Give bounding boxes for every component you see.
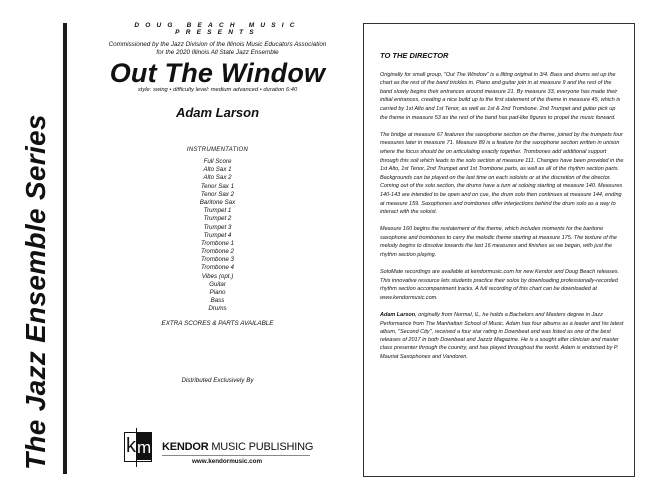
instrument-item: Trumpet 1	[203, 207, 232, 215]
bio-name: Adam Larson	[380, 312, 416, 319]
series-divider	[63, 23, 67, 474]
distribution-note: Distributed Exclusively By	[181, 377, 254, 384]
commission-line-2: for the 2020 Illinois All State Jazz Ensemble	[156, 49, 279, 56]
composer-name: Adam Larson	[175, 105, 260, 120]
publisher-name	[162, 441, 313, 453]
instrument-item: Trombone 4	[201, 264, 234, 272]
instrument-item: Drums	[208, 305, 227, 313]
director-notes-content	[380, 52, 624, 370]
publisher-name-bold: KENDOR	[162, 441, 209, 453]
presents-line: DOUG BEACH MUSIC PRESENTS	[134, 22, 301, 36]
commission-line-1: Commissioned by the Jazz Division of the Illinois Music Educators Association	[108, 41, 327, 48]
bio-text: , originally from Normal, IL, he holds a Bachelors and Masters degree in Jazz Performance from The Manhattan School of Music. Adam has four albums as a leader and his latest album, "Second City", received a four star rating in Downbeat and was listed as one of the best releases of 2017 in both Downbeat and Jazziz Magazine. He is a sought after clinician and master class presenter through the country, and has played throughout the world. Adam is endorsed by P. Mauriat Saxophones and Vandoren.	[380, 312, 624, 360]
logo-m: m	[137, 433, 151, 460]
instrument-item: Trombone 2	[201, 248, 234, 256]
director-notes-box	[363, 23, 635, 477]
instrument-item: Trombone 3	[201, 256, 234, 264]
instrument-item: Vibes (opt.)	[201, 272, 234, 280]
extra-parts-note: EXTRA SCORES & PARTS AVAILABLE	[161, 320, 274, 327]
instrument-item: Full Score	[203, 158, 232, 165]
instrument-item: Trombone 1	[201, 239, 234, 247]
instrument-item: Tenor Sax 2	[200, 190, 235, 198]
piece-details: style: swing • difficulty level: medium advanced • duration 6:40	[137, 87, 298, 93]
instrument-item: Alto Sax 1	[203, 166, 232, 174]
logo-rule	[136, 428, 137, 467]
kendor-logo-icon	[124, 432, 152, 462]
instrument-item: Piano	[209, 289, 226, 296]
instrument-item: Baritone Sax	[199, 198, 236, 206]
instrumentation-list	[95, 158, 340, 314]
logo-k: k	[126, 435, 136, 457]
instrument-item: Trumpet 4	[203, 231, 232, 239]
instrument-item: Bass	[210, 297, 225, 305]
notes-paragraph: Measure 160 begins the restatement of the theme, which includes moments for the baritone saxophone and trombones to carry the melodic theme starting at measure 175. The texture of the melody begins to dissolve towards the last 16 measures and finishes as we began, with just the rhythm section playing.	[380, 226, 617, 259]
instrument-item: Alto Sax 2	[203, 174, 232, 182]
instrumentation-heading: INSTRUMENTATION	[186, 147, 249, 153]
publisher-url: www.kendormusic.com	[192, 458, 263, 465]
publisher-name-rest: MUSIC PUBLISHING	[208, 441, 314, 453]
composer-bio	[380, 311, 624, 361]
instrument-item: Trumpet 2	[203, 215, 232, 223]
cover-panel	[95, 0, 340, 500]
notes-paragraph: The bridge at measure 67 features the saxophone section on the theme, joined by the trumpets four measures later in measure 71. Measure 89 is a feature for the saxophone section written in unison where the focus should be on articulating exactly together. Trombones add additional support through this soli which leads to the solo section at measure 111. Changes have been provided in the 1st Alto, 1st Tenor, 2nd Trumpet and 1st Trombone parts, as well as all of the rhythm section parts. Backgrounds can be played on the last time on each soloists or at the discretion of the director. Coming out of the solo section, the drums have a turn at soloing starting at measure 140. Measures 140-143 are intended to be open and on cue, the drum solo then continues at measure 144, ending at measure 159. Saxophones and trombones offer interjections behind the drum solo as a way to interact with the soloist.	[380, 131, 624, 216]
instrument-item: Tenor Sax 1	[200, 182, 235, 190]
instrument-item: Trumpet 3	[203, 223, 232, 231]
notes-paragraph: Originally for small group, "Out The Window" is a lilting original in 3/4. Bass and drums set up the chart as the rest of the band trickles in. Piano and guitar join in at measure 9 and the rest of the band slowly begins their entrances around measure 21. By measure 33, everyone has made their initial entrances, creating a nice build up to the first statement of the theme in measure 45, which is carried by 1st Alto and 1st Tenor, as well as 1st & 2nd Trombone. 2nd Trumpet and guitar pick up the theme in measure 53 as the rest of the band has pad-like figures to propel the music forward.	[380, 71, 621, 121]
notes-paragraph: SoloMate recordings are available at kendormusic.com for new Kendor and Doug Beach releases. This innovative resource lets students practice their solos by downloading professionally-recorded rhythm section accompaniment tracks. A full recording of this chart can be downloaded at www.kendormusic.com.	[380, 269, 620, 302]
series-title: The Jazz Ensemble Series	[20, 114, 51, 470]
instrument-item: Guitar	[209, 280, 226, 288]
director-notes-heading: TO THE DIRECTOR	[380, 51, 449, 60]
publisher-underline	[162, 455, 310, 456]
commission-note	[95, 41, 340, 57]
piece-title: Out The Window	[109, 58, 326, 88]
